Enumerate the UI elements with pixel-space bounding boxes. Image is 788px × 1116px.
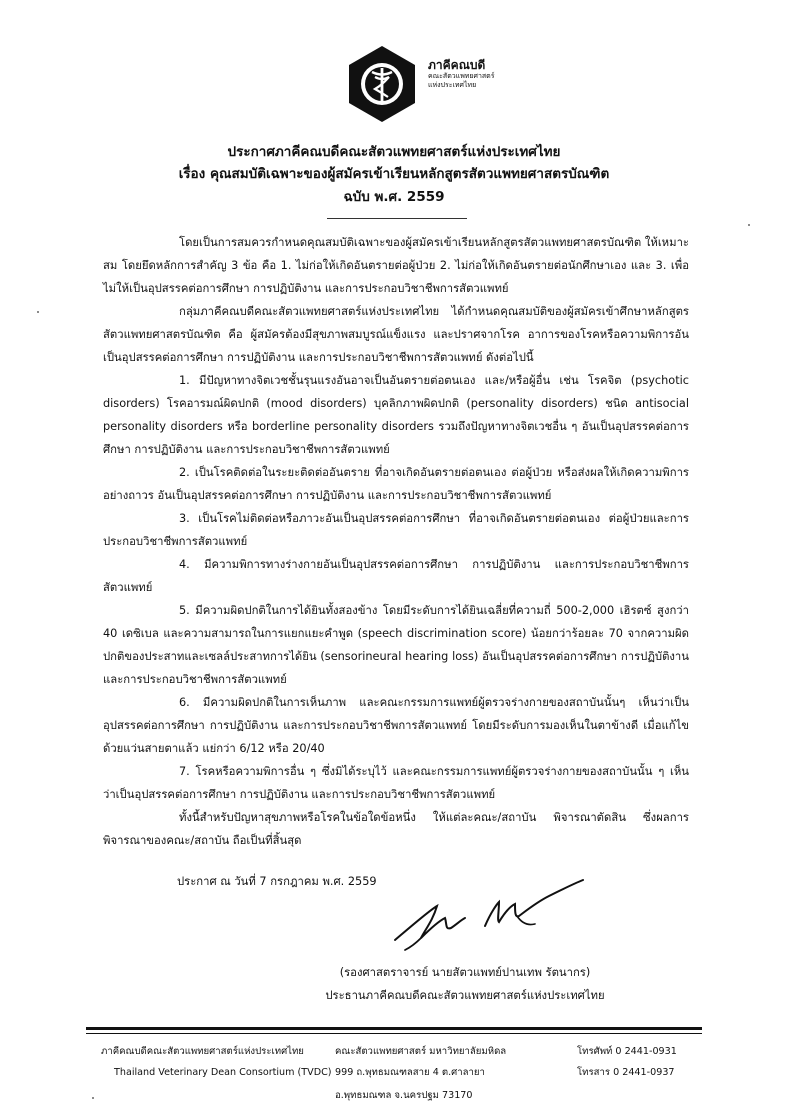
criterion-item-7: 7. โรคหรือความพิการอื่น ๆ ซึ่งมิได้ระบุไว้ และคณะกรรมการแพทย์ผู้ตรวจร่างกายของสถาบันนั้น ๆ เห็นว่าเป็นอุปสรรคต่อการศึกษา การปฏิบัติงาน และการประกอบวิชาชีพการสัตวแพทย์ [103,765,689,801]
scan-speck [37,311,39,313]
announcement-date: ประกาศ ณ วันที่ 7 กรกฎาคม พ.ศ. 2559 [177,875,377,888]
signer-name: (รองศาสตราจารย์ นายสัตวแพทย์ปานเทพ รัตนากร) [339,966,591,979]
footer-org-english: Thailand Veterinary Dean Consortium (TVDC) [114,1067,332,1078]
criteria-paragraph: กลุ่มภาคีคณบดีคณะสัตวแพทยศาสตร์แห่งประเทศไทย ได้กำหนดคุณสมบัติของผู้สมัครเข้าศึกษาหลักสูตรสัตวแพทยศาสตรบัณฑิต คือ ผู้สมัครต้องมีสุขภาพสมบูรณ์แข็งแรง และปราศจากโรค อาการของโรคหรือความพิการอันเป็นอุปสรรคต่อการศึกษา การปฏิบัติงาน และการประกอบวิชาชีพการสัตวแพทย์ ดังต่อไปนี้ [103,305,689,364]
org-name: ภาคีคณบดี [428,58,486,72]
caduceus-hexagon-logo-icon [342,44,422,124]
footer-phone: โทรศัพท์ 0 2441-0931 [577,1046,677,1057]
criterion-item-2: 2. เป็นโรคติดต่อในระยะติดต่ออันตราย ที่อาจเกิดอันตรายต่อตนเอง ต่อผู้ป่วย หรือส่งผลให้เกิดความพิการอย่างถาวร อันเป็นอุปสรรคต่อการศึกษา การปฏิบัติงาน และการประกอบวิชาชีพการสัตวแพทย์ [103,466,689,502]
criterion-item-3: 3. เป็นโรคไม่ติดต่อหรือภาวะอันเป็นอุปสรรคต่อการศึกษา ที่อาจเกิดอันตรายต่อตนเอง ต่อผู้ป่วยและการประกอบวิชาชีพการสัตวแพทย์ [103,512,689,548]
announcement-subject: เรื่อง คุณสมบัติเฉพาะของผู้สมัครเข้าเรียนหลักสูตรสัตวแพทยศาสตรบัณฑิต [178,166,610,182]
signer-position: ประธานภาคีคณบดีคณะสัตวแพทยศาสตร์แห่งประเทศไทย [325,989,605,1002]
footer-divider-thick [86,1027,702,1030]
footer-org-thai: ภาคีคณบดีคณะสัตวแพทยศาสตร์แห่งประเทศไทย [101,1046,304,1057]
intro-paragraph: โดยเป็นการสมควรกำหนดคุณสมบัติเฉพาะของผู้สมัครเข้าเรียนหลักสูตรสัตวแพทยศาสตรบัณฑิต ให้เหมาะสม โดยยึดหลักการสำคัญ 3 ข้อ คือ 1. ไม่ก่อให้เกิดอันตรายต่อผู้ป่วย 2. ไม่ก่อให้เกิดอันตรายต่อนักศึกษาเอง และ 3. เพื่อไม่ให้เป็นอุปสรรคต่อการศึกษา การปฏิบัติงาน และการประกอบวิชาชีพการสัตวแพทย์ [103,236,689,295]
announcement-body [103,231,689,852]
criterion-item-5: 5. มีความผิดปกติในการได้ยินทั้งสองข้าง โดยมีระดับการได้ยินเฉลี่ยที่ความถี่ 500-2,000 เฮิรตซ์ สูงกว่า 40 เดซิเบล และความสามารถในการแยกแยะคำพูด (speech discrimination score) น้อยกว่าร้อยละ 70 จากความผิดปกติของประสาทและเซลล์ประสาทการได้ยิน (sensorineural hearing loss) อันเป็นอุปสรรคต่อการศึกษา การปฏิบัติงาน และการประกอบวิชาชีพการสัตวแพทย์ [103,604,689,686]
criterion-item-1: 1. มีปัญหาทางจิตเวชชั้นรุนแรงอันอาจเป็นอันตรายต่อตนเอง และ/หรือผู้อื่น เช่น โรคจิต (psychotic disorders) โรคอารมณ์ผิดปกติ (mood disorders) บุคลิกภาพผิดปกติ (personality disorders) ชนิด antisocial personality disorders หรือ borderline personality disorders รวมถึงปัญหาทางจิตเวชอื่น ๆ อันเป็นอุปสรรคต่อการศึกษา การปฏิบัติงาน และการประกอบวิชาชีพการสัตวแพทย์ [103,374,689,456]
criterion-item-4: 4. มีความพิการทางร่างกายอันเป็นอุปสรรคต่อการศึกษา การปฏิบัติงาน และการประกอบวิชาชีพการสัตวแพทย์ [103,558,689,594]
footer-address-line-1: คณะสัตวแพทยศาสตร์ มหาวิทยาลัยมหิดล [335,1046,507,1057]
footer-address-line-2: 999 ถ.พุทธมณฑลสาย 4 ต.ศาลายา [335,1067,485,1078]
handwritten-signature-icon [385,868,590,953]
closing-paragraph: ทั้งนี้สำหรับปัญหาสุขภาพหรือโรคในข้อใดข้อหนึ่ง ให้แต่ละคณะ/สถาบัน พิจารณาตัดสิน ซึ่งผลการพิจารณาของคณะ/สถาบัน ถือเป็นที่สิ้นสุด [103,811,689,847]
title-divider [327,218,467,219]
footer-divider-thin [86,1033,702,1034]
footer-address-line-3: อ.พุทธมณฑล จ.นครปฐม 73170 [335,1090,473,1101]
scan-speck [748,224,750,226]
announcement-edition: ฉบับ พ.ศ. 2559 [343,189,445,205]
org-sub-line-1: คณะสัตวแพทยศาสตร์ [428,72,495,80]
footer-fax: โทรสาร 0 2441-0937 [577,1067,675,1078]
criterion-item-6: 6. มีความผิดปกติในการเห็นภาพ และคณะกรรมการแพทย์ผู้ตรวจร่างกายของสถาบันนั้นๆ เห็นว่าเป็นอุปสรรคต่อการศึกษา การปฏิบัติงาน และการประกอบวิชาชีพการสัตวแพทย์ โดยมีระดับการมองเห็นในตาข้างดี เมื่อแก้ไขด้วยแว่นสายตาแล้ว แย่กว่า 6/12 หรือ 20/40 [103,696,689,755]
announcement-title: ประกาศภาคีคณบดีคณะสัตวแพทยศาสตร์แห่งประเทศไทย [227,144,561,160]
scan-speck [92,1097,94,1099]
org-name-block [428,58,548,90]
org-sub-line-2: แห่งประเทศไทย [428,81,477,89]
